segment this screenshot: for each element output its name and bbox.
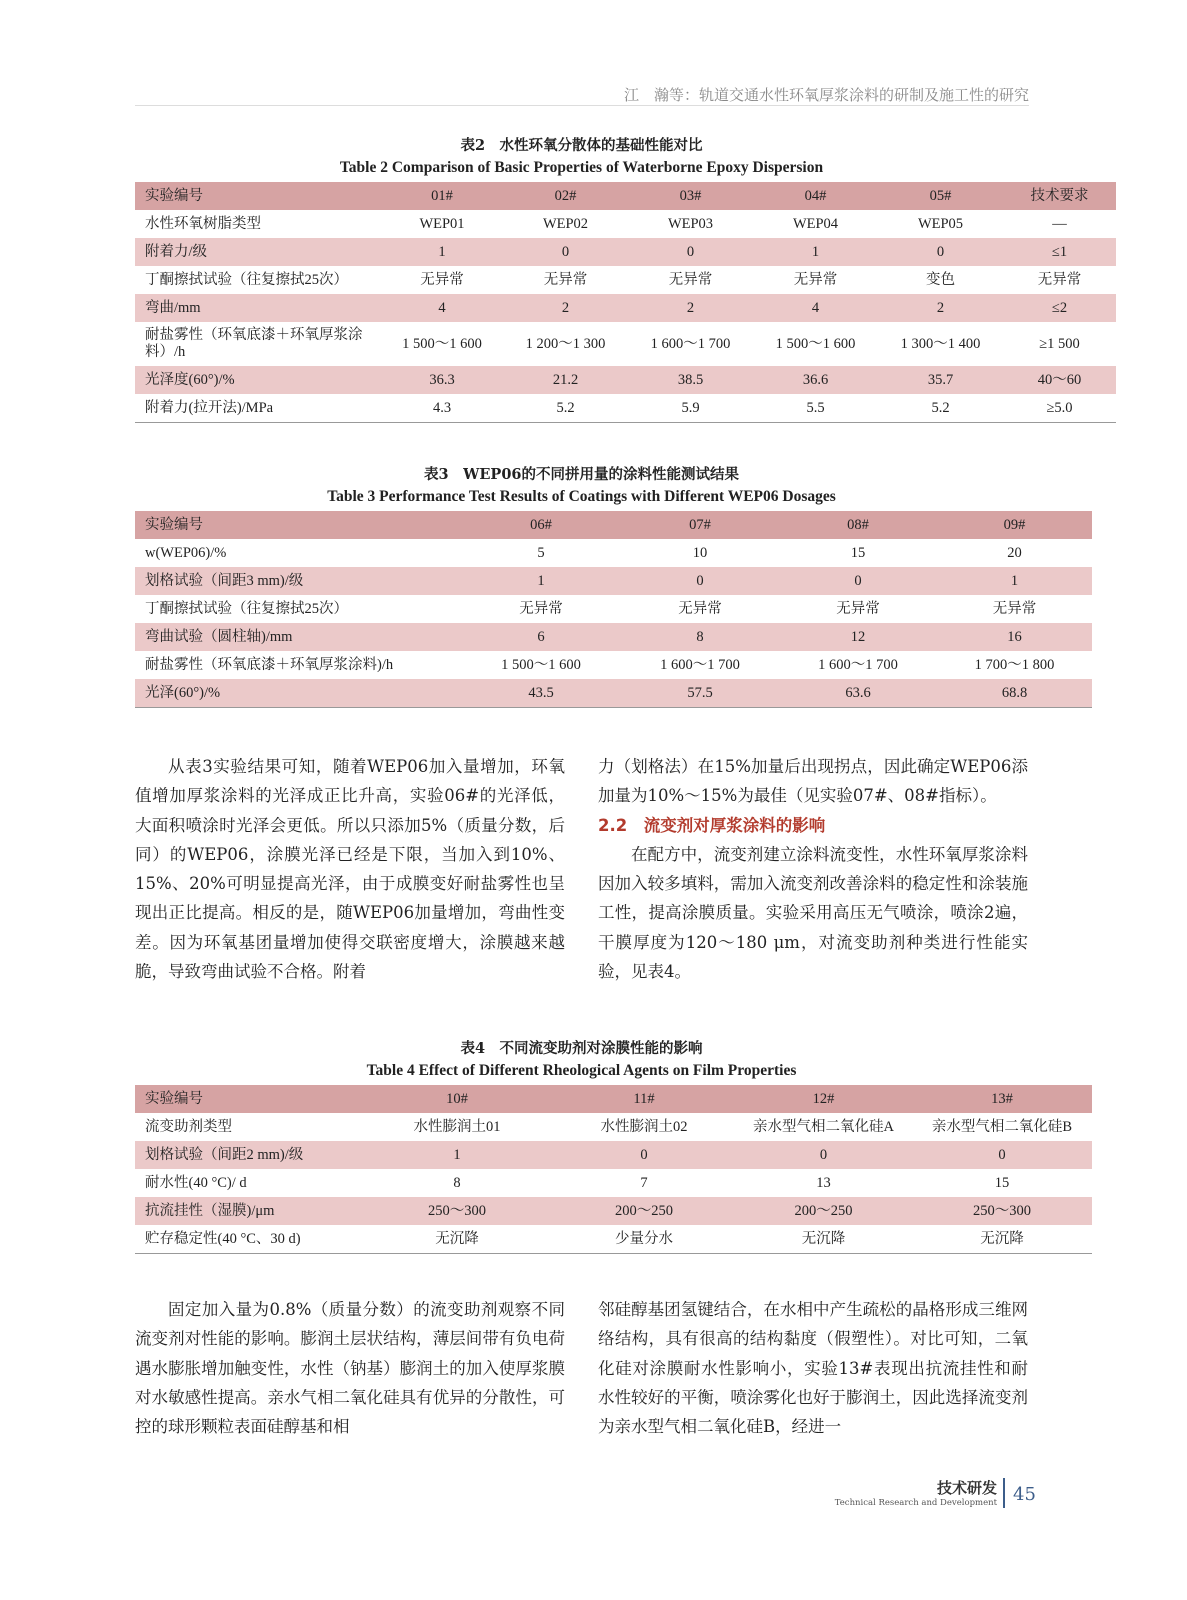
table-cell: 无异常 <box>668 271 713 288</box>
table-cell: 1 600～1 700 <box>818 656 898 673</box>
table-cell: 05# <box>878 182 1003 210</box>
table-cell: ≤2 <box>1003 294 1116 322</box>
table-cell: WEP05 <box>917 215 964 232</box>
body-column-right-1 <box>598 752 1028 986</box>
paragraph: 力（划格法）在15%加量后出现拐点，因此确定WEP06添加量为10%～15%为最佳（见实验07#、08#指标）。 <box>598 757 1028 806</box>
table-cell: 1 300～1 400 <box>900 335 981 352</box>
table-cell: 丁酮擦拭试验（往复擦拭25次） <box>145 271 348 288</box>
table-cell: ≥5.0 <box>1046 399 1073 416</box>
table-cell: 03# <box>628 182 753 210</box>
table-row <box>135 595 1092 623</box>
table-row <box>135 539 1092 567</box>
table-row <box>135 1169 1092 1197</box>
table-cell: 0 <box>735 1141 912 1169</box>
table-cell: 亲水型气相二氧化硅A <box>753 1118 894 1135</box>
table-cell: 1 <box>361 1141 553 1169</box>
table-cell: 12 <box>779 623 937 651</box>
table4-title-en: Table 4 Effect of Different Rheological Agents on Film Properties <box>366 1062 797 1079</box>
table-cell: ≤1 <box>1003 238 1116 266</box>
table-cell: 水性膨润土02 <box>600 1118 688 1135</box>
table-cell: 无异常 <box>519 600 563 617</box>
table-cell: 250～300 <box>361 1197 553 1225</box>
table-cell: 0 <box>779 567 937 595</box>
table-cell: — <box>1052 215 1067 232</box>
table-cell: 4 <box>381 294 503 322</box>
table-cell: 实验编号 <box>135 511 461 539</box>
paragraph: 邻硅醇基团氢键结合，在水相中产生疏松的晶格形成三维网络结构，具有很高的结构黏度（假塑性）。对比可知，二氧化硅对涂膜耐水性影响小，实验13#表现出抗流挂性和耐水性较好的平衡，喷涂雾化也好于膨润土，因此选择流变剂为亲水型气相二氧化硅B，经进一 <box>598 1300 1028 1437</box>
table-cell: 1 <box>461 567 621 595</box>
table-cell: 技术要求 <box>1003 182 1116 210</box>
table-cell: 耐盐雾性（环氧底漆＋环氧厚浆涂料）/h <box>145 327 363 360</box>
table-cell: 水性环氧树脂类型 <box>145 215 261 232</box>
table-cell: 划格试验（间距3 mm)/级 <box>135 567 461 595</box>
table-header-row <box>135 511 1092 539</box>
table-row <box>135 294 1116 322</box>
table-row <box>135 567 1092 595</box>
footer-section-cn: 技术研发 <box>936 1479 997 1497</box>
table-cell: 57.5 <box>621 679 779 708</box>
footer-section-en: Technical Research and Development <box>834 1498 997 1508</box>
section-heading: 2.2 流变剂对厚浆涂料的影响 <box>598 815 826 835</box>
table-cell: 5.5 <box>806 399 825 416</box>
table-cell: 10 <box>692 544 708 561</box>
table-cell: 8 <box>453 1174 461 1191</box>
table2-title-cn: 表2 水性环氧分散体的基础性能对比 <box>460 137 703 154</box>
table-cell: 43.5 <box>461 679 621 708</box>
table-cell: 弯曲试验（圆柱轴)/mm <box>135 623 461 651</box>
table-cell: 7 <box>640 1174 648 1191</box>
table-cell: 1 600～1 700 <box>650 335 731 352</box>
table4 <box>135 1085 1092 1254</box>
table-cell: 1 200～1 300 <box>525 335 606 352</box>
table3-title-en: Table 3 Performance Test Results of Coatings with Different WEP06 Dosages <box>327 488 836 505</box>
table2-title-en: Table 2 Comparison of Basic Properties of Waterborne Epoxy Dispersion <box>339 159 824 176</box>
table-cell: 实验编号 <box>135 1085 361 1113</box>
body-column-right-2 <box>598 1295 1028 1441</box>
table-cell: 1 <box>381 238 503 266</box>
table-cell: 07# <box>621 511 779 539</box>
table-cell: 36.6 <box>753 366 878 394</box>
table-cell: 实验编号 <box>135 182 381 210</box>
table-cell: 5.9 <box>681 399 700 416</box>
table-cell: 5.2 <box>931 399 950 416</box>
table-row <box>135 1141 1092 1169</box>
table-cell: WEP01 <box>419 215 465 232</box>
table-cell: 变色 <box>926 271 955 288</box>
table-cell: 划格试验（间距2 mm)/级 <box>135 1141 361 1169</box>
body-column-left-2 <box>135 1295 565 1441</box>
table-cell: 1 700～1 800 <box>974 656 1055 673</box>
table-cell: 1 500～1 600 <box>775 335 856 352</box>
table-cell: 08# <box>779 511 937 539</box>
table-row <box>135 679 1092 708</box>
table-cell: 无异常 <box>992 600 1037 617</box>
table-row <box>135 623 1092 651</box>
paragraph: 固定加入量为0.8%（质量分数）的流变助剂观察不同流变剂对性能的影响。膨润土层状结构，薄层间带有负电荷遇水膨胀增加触变性，水性（钠基）膨润土的加入使厚浆膜对水敏感性提高。亲水气相二氧化硅具有优异的分散性，可控的球形颗粒表面硅醇基和相 <box>135 1300 565 1437</box>
running-head: 江 瀚等：轨道交通水性环氧厚浆涂料的研制及施工性的研究 <box>623 86 1029 104</box>
table-cell: 1 <box>753 238 878 266</box>
page-number: 45 <box>1003 1478 1036 1508</box>
table-cell: 68.8 <box>937 679 1092 708</box>
table-cell: 1 600～1 700 <box>660 656 740 673</box>
table-cell: WEP03 <box>667 215 714 232</box>
body-column-left-1 <box>135 752 565 986</box>
table2 <box>135 182 1116 423</box>
table4-title-cn: 表4 不同流变助剂对涂膜性能的影响 <box>460 1040 703 1057</box>
table-cell: 09# <box>937 511 1092 539</box>
table-cell: 40～60 <box>1003 366 1116 394</box>
table-cell: 38.5 <box>628 366 753 394</box>
table-cell: 13# <box>912 1085 1092 1113</box>
table-cell: ≥1 500 <box>1039 335 1080 352</box>
table-cell: 无异常 <box>543 271 588 288</box>
table-cell: 15 <box>994 1174 1010 1191</box>
table-cell: w(WEP06)/% <box>145 544 227 561</box>
table-cell: 亲水型气相二氧化硅B <box>931 1118 1073 1135</box>
table-row <box>135 651 1092 679</box>
table-cell: 4.3 <box>432 399 452 416</box>
table-cell: 2 <box>503 294 628 322</box>
table-cell: 无沉降 <box>980 1230 1024 1247</box>
table-cell: 4 <box>753 294 878 322</box>
paragraph: 从表3实验结果可知，随着WEP06加入量增加，环氧值增加厚浆涂料的光泽成正比升高，实验06#的光泽低，大面积喷涂时光泽会更低。所以只添加5%（质量分数，后同）的WEP06，涂膜光泽已经是下限，当加入到10%、15%、20%可明显提高光泽，由于成膜变好耐盐雾性也呈现出正比提高。相反的是，随WEP06加量增加，弯曲性变差。因为环氧基团量增加使得交联密度增大，涂膜越来越脆，导致弯曲试验不合格。附着 <box>135 757 565 982</box>
table-cell: 1 500～1 600 <box>501 656 581 673</box>
table-cell: 02# <box>503 182 628 210</box>
table-row <box>135 394 1116 423</box>
table-cell: 2 <box>628 294 753 322</box>
table-row <box>135 1197 1092 1225</box>
header-rule <box>135 105 1029 106</box>
table-cell: 光泽度(60°)/% <box>135 366 381 394</box>
table-cell: 01# <box>381 182 503 210</box>
paragraph: 在配方中，流变剂建立涂料流变性，水性环氧厚浆涂料因加入较多填料，需加入流变剂改善涂料的稳定性和涂装施工性，提高涂膜质量。实验采用高压无气喷涂，喷涂2遍，干膜厚度为120～180 μm，对流变助剂种类进行性能实验，见表4。 <box>598 844 1028 982</box>
table-cell: 耐盐雾性（环氧底漆＋环氧厚浆涂料)/h <box>145 656 394 673</box>
table-cell: 8 <box>621 623 779 651</box>
table-cell: 丁酮擦拭试验（往复擦拭25次） <box>145 600 348 617</box>
table-cell: 5 <box>537 544 545 561</box>
table-cell: 1 <box>937 567 1092 595</box>
table-cell: 无沉降 <box>801 1230 846 1247</box>
table-cell: 附着力/级 <box>135 238 381 266</box>
table-cell: 11# <box>553 1085 735 1113</box>
table-cell: 无异常 <box>793 271 838 288</box>
table-cell: 35.7 <box>878 366 1003 394</box>
table-cell: WEP04 <box>792 215 839 232</box>
table-row <box>135 322 1116 366</box>
table-cell: 无异常 <box>678 600 722 617</box>
table-cell: 2 <box>878 294 1003 322</box>
table-row <box>135 366 1116 394</box>
table-cell: 无异常 <box>420 271 464 288</box>
table-cell: 无异常 <box>1037 271 1082 288</box>
table-cell: WEP02 <box>542 215 589 232</box>
table-cell: 0 <box>878 238 1003 266</box>
table-cell: 6 <box>461 623 621 651</box>
footer <box>835 1477 997 1508</box>
table-cell: 20 <box>1007 544 1022 561</box>
table-cell: 04# <box>753 182 878 210</box>
table-cell: 15 <box>850 544 866 561</box>
table-cell: 16 <box>937 623 1092 651</box>
table-cell: 21.2 <box>503 366 628 394</box>
table3-title-cn: 表3 WEP06的不同拼用量的涂料性能测试结果 <box>423 466 739 483</box>
table-cell: 0 <box>503 238 628 266</box>
table-row <box>135 1113 1092 1141</box>
table-cell: 0 <box>628 238 753 266</box>
table-cell: 附着力(拉开法)/MPa <box>145 399 274 416</box>
table-row <box>135 266 1116 294</box>
table-cell: 贮存稳定性(40 °C、30 d) <box>145 1230 301 1247</box>
table-cell: 抗流挂性（湿膜)/μm <box>135 1197 361 1225</box>
table-cell: 5.2 <box>556 399 575 416</box>
table-cell: 0 <box>912 1141 1092 1169</box>
table-cell: 流变助剂类型 <box>145 1118 232 1135</box>
table-header-row <box>135 1085 1092 1113</box>
table-cell: 1 500～1 600 <box>402 335 482 352</box>
table3 <box>135 511 1092 708</box>
table-cell: 少量分水 <box>615 1230 673 1247</box>
table-cell: 10# <box>361 1085 553 1113</box>
table-row <box>135 238 1116 266</box>
table-cell: 水性膨润土01 <box>413 1118 501 1135</box>
table-row <box>135 210 1116 238</box>
table-header-row <box>135 182 1116 210</box>
table-cell: 耐水性(40 °C)/ d <box>145 1174 247 1191</box>
table-cell: 0 <box>553 1141 735 1169</box>
table-cell: 12# <box>735 1085 912 1113</box>
table-cell: 200～250 <box>735 1197 912 1225</box>
table-cell: 200～250 <box>553 1197 735 1225</box>
table-cell: 36.3 <box>381 366 503 394</box>
table-cell: 63.6 <box>779 679 937 708</box>
table-cell: 无异常 <box>836 600 880 617</box>
table-cell: 250～300 <box>912 1197 1092 1225</box>
table-cell: 13 <box>816 1174 831 1191</box>
table-cell: 06# <box>461 511 621 539</box>
table-row <box>135 1225 1092 1254</box>
table-cell: 光泽(60°)/% <box>135 679 461 708</box>
table-cell: 0 <box>621 567 779 595</box>
table-cell: 无沉降 <box>435 1230 479 1247</box>
table-cell: 弯曲/mm <box>135 294 381 322</box>
